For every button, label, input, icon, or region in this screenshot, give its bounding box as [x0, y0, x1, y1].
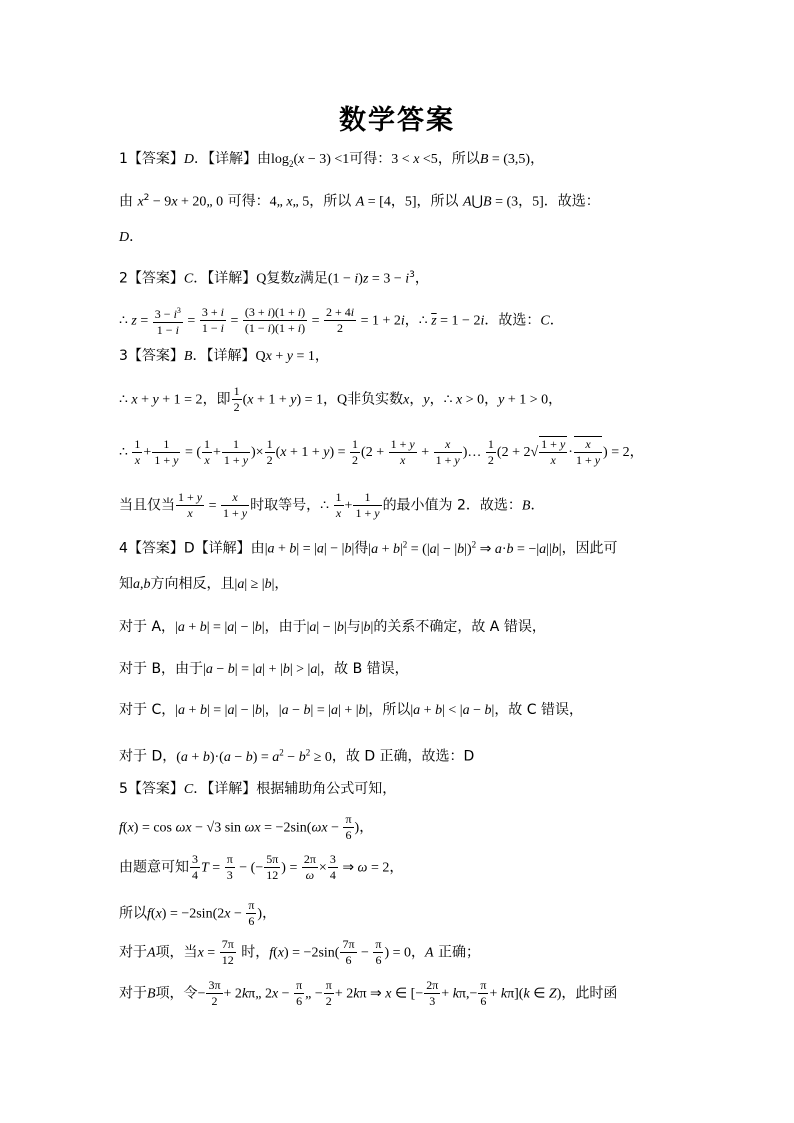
q4-line-2: 知a,b方向相反，且|a| ≥ |b|， [119, 576, 289, 592]
q5-line-2: f(x) = cos ωx − √3 sin ωx = −2sin(ωx − $\frac{\pi}{6}$ )， [119, 812, 374, 842]
q4-line-6: 对于 D，$(a + b)\cdot(a - b) = a^2 - b^2 \ge 0$，故 D 正确，故选：D [119, 747, 475, 765]
q4-line-4: 对于 B，由于|a − b| = |a| + |b| > |a|，故 B 错误， [119, 661, 409, 677]
q5-line-1: 5【答案】C．【详解】根据辅助角公式可知， [119, 781, 397, 797]
q3-line-3: ∴ $\frac{1}{x}$ + $\frac{1}{1 + y}$ = ( $\frac{1}{x}$ + $\frac{1}{1 + y}$ )× $\frac{1}{2}$ (x + 1 + y) = $\frac{1}{2}$ (2 + $\frac{1 + y}{x}$ + $\frac{x}{1 + y}$ )… $\frac{1}{2}$ (2 + 2√ $\frac{1 + y}{x}$ · $\frac{x}{1 + y}$ ) = 2， [119, 436, 644, 467]
q3-line-1: 3【答案】B．【详解】Qx + y = 1， [119, 348, 329, 364]
q1-line-1: 1【答案】D．【详解】由$\log_2(x - 3) <1$可得：3 < x <5，所以B = (3,5)， [119, 151, 545, 169]
q2-line-1: 2【答案】C．【详解】Q复数z满足$(1 - i)z = 3 - i^3$， [119, 270, 429, 287]
q1-line-2: 由 $x^2 - 9x$ + 20„ 0 可得：4„ x„ 5，所以 A = [4，5]，所以 A⋃B = (3，5]．故选： [119, 193, 600, 210]
q5-line-6: 对于B项，令− $\frac{3\pi}{2}$ + 2kπ„ 2x − $\frac{\pi}{6}$ „ − $\frac{\pi}{2}$ + 2kπ ⇒ x ∈ [− $\frac{2\pi}{3}$ + kπ,− $\frac{\pi}{6}$ + kπ](k ∈ Z)，此时函 [119, 978, 618, 1008]
q3-line-4: 当且仅当 $\frac{1 + y}{x}$ = $\frac{x}{1 + y}$ 时取等号，∴ $\frac{1}{x}$ + $\frac{1}{1 + y}$ 的最小值为 2．故选：B． [119, 490, 545, 520]
q5-line-5: 对于A项，当x = $\frac{7\pi}{12}$ 时，f(x) = −2sin( $\frac{7\pi}{6}$ − $\frac{\pi}{6}$ ) = 0，A 正确； [119, 937, 481, 967]
q3-line-2: ∴ x + y + 1 = 2，即 $\frac{1}{2}$ (x + 1 + y) = 1，Q非负实数x，y，∴ x > 0，y + 1 > 0， [119, 384, 563, 414]
q5-line-3: 由题意可知 $\frac{3}{4}$ T = $\frac{\pi}{3}$ − (− $\frac{5\pi}{12}$ ) = $\frac{2\pi}{\omega}$ × $\frac{3}{4}$ ⇒ ω = 2， [119, 852, 404, 882]
q2-line-2: ∴ z = $\frac{3 - i^3}{1 - i}$ = $\frac{3 + i}{1 - i}$ = $\frac{(3 + i)(1 + i)}{(1 - i)(1 + i)}$ = $\frac{2 + 4i}{2}$ = 1 + 2i，∴ $\overline{z} = 1 - 2i$．故选：C． [119, 305, 564, 337]
q4-line-5: 对于 C，|a + b| = |a| − |b|，|a − b| = |a| + |b|，所以|a + b| < |a − b|，故 C 错误， [119, 702, 583, 718]
q5-line-4: 所以f(x) = −2sin(2x − $\frac{\pi}{6}$ )， [119, 898, 277, 928]
q4-line-1: 4【答案】D【详解】由|a + b| = |a| − |b|得$|a + b|^2 = (|a| - |b|)^2$ ⇒ a·b = −|a||b|，因此可 [119, 539, 618, 557]
q4-line-3: 对于 A，|a + b| = |a| − |b|，由于|a| − |b|与|b|的关系不确定，故 A 错误， [119, 619, 546, 635]
page-title: 数学答案 [339, 105, 455, 136]
q1-line-3: D． [119, 229, 144, 245]
